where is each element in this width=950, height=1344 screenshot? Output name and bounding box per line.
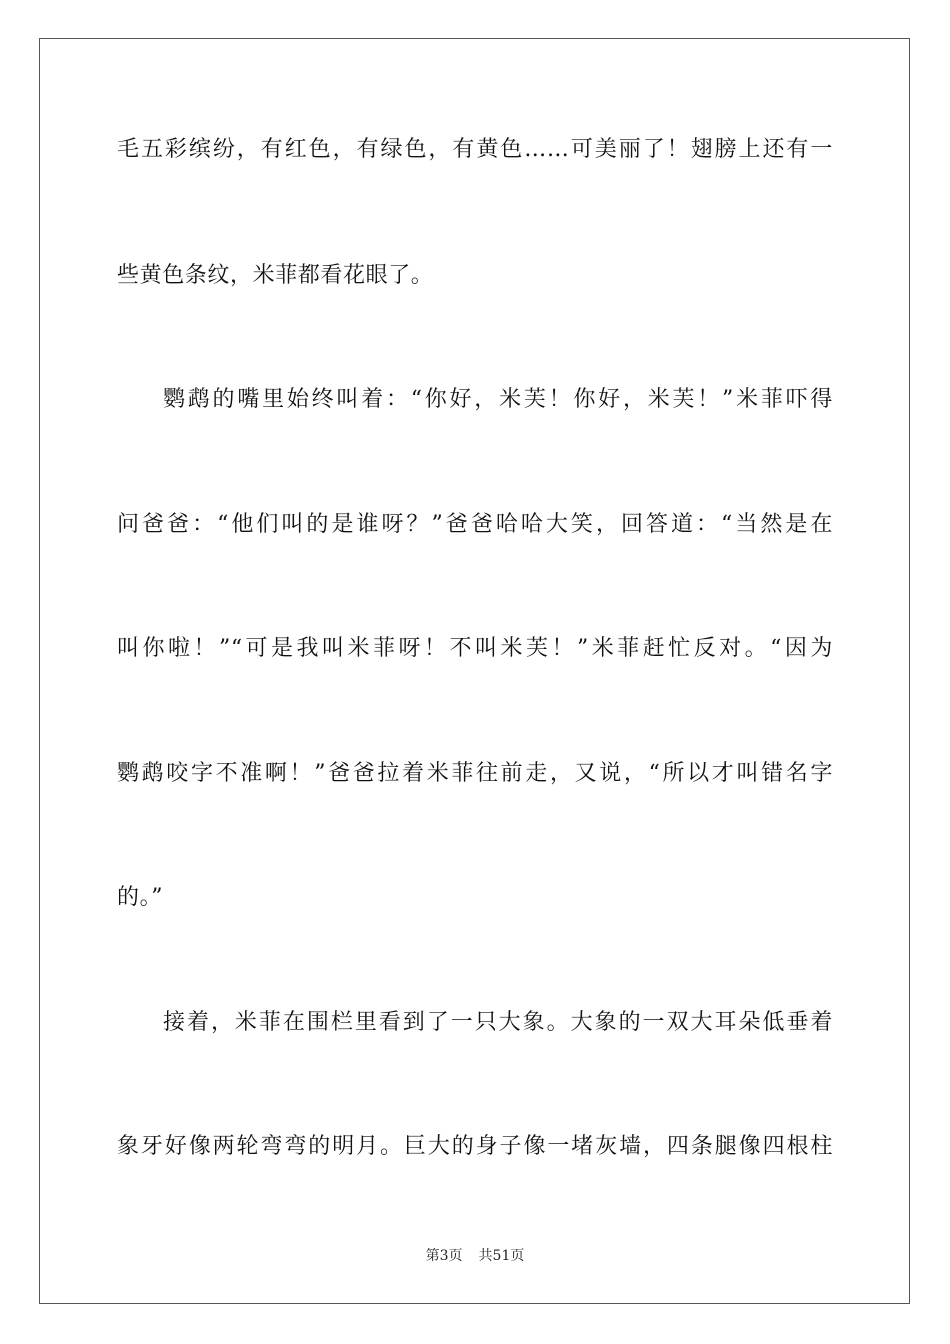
page-number: 第3页: [425, 1248, 463, 1264]
page-footer: [0, 1246, 950, 1266]
text-line: 鹦鹉咬字不准啊！”爸爸拉着米菲往前走，又说，“所以才叫错名字: [117, 761, 833, 786]
text-line: 毛五彩缤纷，有红色，有绿色，有黄色……可美丽了！翅膀上还有一: [117, 137, 833, 162]
text-line: 些黄色条纹，米菲都看花眼了。: [117, 263, 434, 288]
page-total: 共51页: [478, 1248, 525, 1264]
text-line: 问爸爸：“他们叫的是谁呀？”爸爸哈哈大笑，回答道：“当然是在: [117, 512, 833, 537]
paragraph-start-line: 接着，米菲在围栏里看到了一只大象。大象的一双大耳朵低垂着: [163, 1010, 833, 1035]
paragraph-start-line: 鹦鹉的嘴里始终叫着：“你好，米芙！你好，米芙！”米菲吓得: [163, 387, 833, 412]
text-line: 的。”: [117, 885, 164, 910]
text-line: 叫你啦！”“可是我叫米菲呀！不叫米芙！”米菲赶忙反对。“因为: [117, 636, 833, 661]
page-border: [39, 38, 910, 1304]
text-line: 象牙好像两轮弯弯的明月。巨大的身子像一堵灰墙，四条腿像四根柱: [117, 1134, 833, 1159]
